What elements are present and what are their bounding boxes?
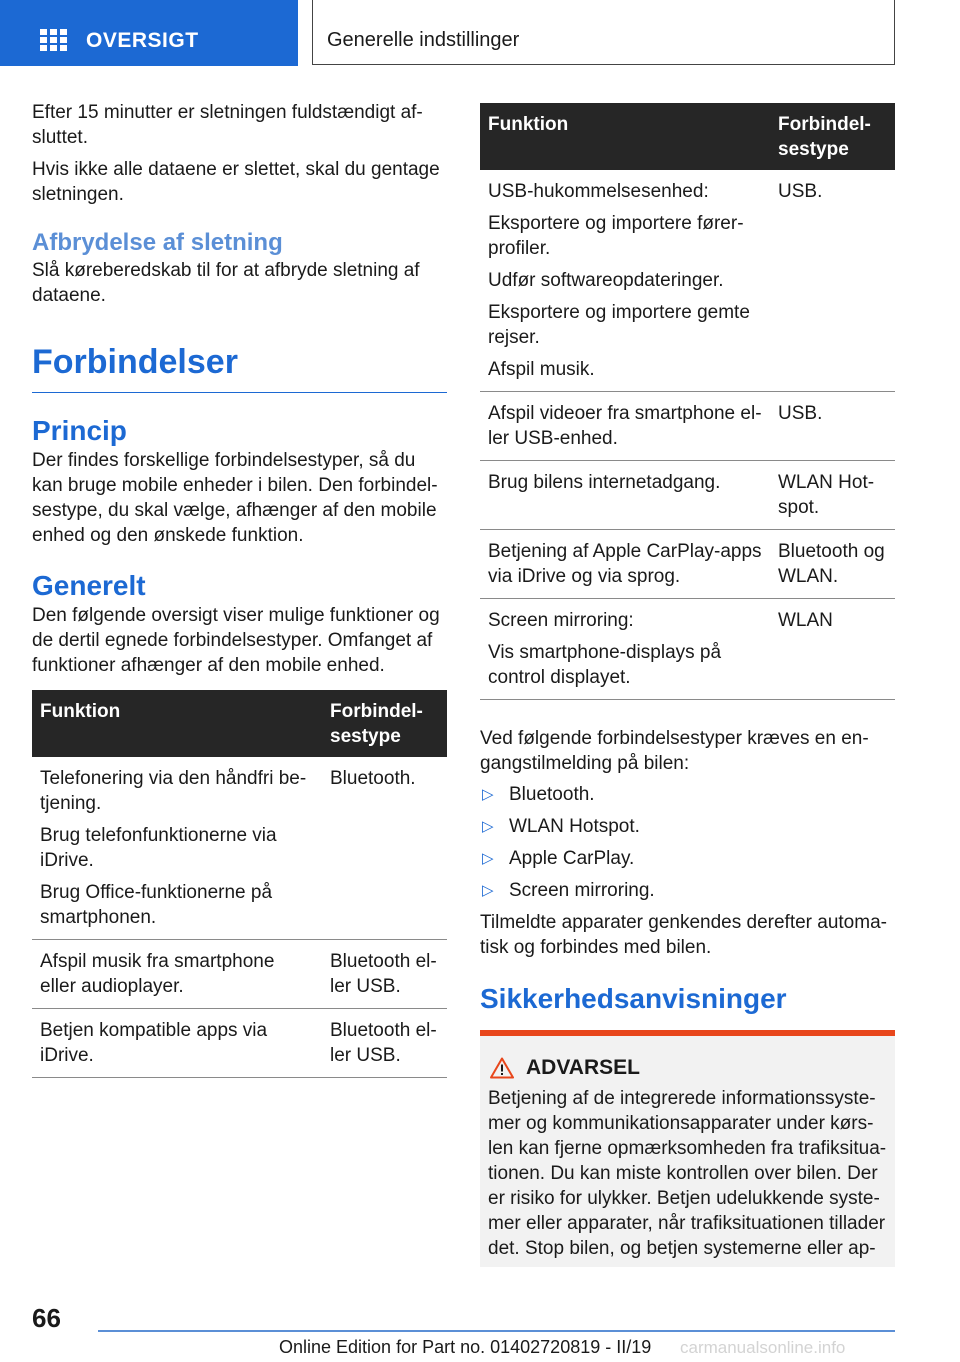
table-header-row bbox=[480, 103, 895, 170]
table-cell-function bbox=[480, 461, 770, 530]
table-cell-function bbox=[32, 1009, 322, 1078]
table-cell-connection-type: USB. bbox=[770, 170, 895, 392]
triangle-bullet-icon: ▷ bbox=[482, 818, 494, 835]
table-cell-connection-type: Bluetooth el-ler USB. bbox=[322, 940, 447, 1009]
function-line: Betjen kompatible apps via iDrive. bbox=[40, 1020, 268, 1066]
table-row bbox=[480, 392, 895, 461]
list-item bbox=[480, 814, 895, 839]
list-item-label: Screen mirroring. bbox=[509, 880, 655, 901]
connections-table-left bbox=[32, 690, 447, 1078]
paragraph-general: Den følgende oversigt viser mulige funktioner og de dertil egnede forbindelsestyper. Omfanget af funktioner afhænger af den mobile enhed. bbox=[32, 605, 440, 676]
table-row bbox=[480, 461, 895, 530]
function-line: Brug telefonfunktionerne via iDrive. bbox=[40, 825, 277, 871]
table-header-function: Funktion bbox=[480, 103, 770, 170]
connection-type-list bbox=[480, 782, 895, 903]
table-cell-function bbox=[32, 757, 322, 940]
list-item bbox=[480, 846, 895, 871]
function-line: Afspil musik fra smartphone eller audioplayer. bbox=[40, 951, 275, 997]
function-line: Afspil videoer fra smartphone el-ler USB-enhed. bbox=[488, 403, 762, 449]
table-row bbox=[32, 757, 447, 940]
right-column bbox=[480, 103, 895, 1267]
table-cell-connection-type: WLAN Hot-spot. bbox=[770, 461, 895, 530]
table-row bbox=[480, 599, 895, 700]
function-line: Brug Office-funktionerne på smartphonen. bbox=[40, 882, 273, 928]
table-cell-connection-type: USB. bbox=[770, 392, 895, 461]
overview-tab-label: OVERSIGT bbox=[86, 29, 199, 52]
list-item bbox=[480, 782, 895, 807]
heading-safety-notes: Sikkerhedsanvisninger bbox=[480, 983, 787, 1014]
footer-edition-text: Online Edition for Part no. 01402720819 - II/19 bbox=[279, 1337, 652, 1357]
table-header-function: Funktion bbox=[32, 690, 322, 757]
function-line: Afspil musik. bbox=[488, 359, 595, 380]
table-row bbox=[32, 1009, 447, 1078]
heading-principle: Princip bbox=[32, 415, 127, 446]
table-cell-function bbox=[480, 170, 770, 392]
table-row bbox=[480, 170, 895, 392]
connections-table-right bbox=[480, 103, 895, 700]
paragraph-principle: Der findes forskellige forbindelsestyper, så du kan bruge mobile enheder i bilen. Den forbindel-sestype, du skal vælge, afhænger af den mobile enhed og den ønskede funktion. bbox=[32, 450, 438, 546]
heading-general: Generelt bbox=[32, 570, 146, 601]
function-line: Eksportere og importere gemte rejser. bbox=[488, 302, 750, 348]
grid-menu-icon bbox=[40, 29, 68, 51]
function-line: Vis smartphone-displays på control displayet. bbox=[488, 642, 722, 688]
paragraph-devices-recognized: Tilmeldte apparater genkendes derefter automa-tisk og forbindes med bilen. bbox=[480, 912, 887, 958]
warning-header bbox=[488, 1056, 887, 1080]
overview-tab[interactable] bbox=[0, 0, 298, 66]
function-line: Screen mirroring: bbox=[488, 610, 634, 631]
table-cell-function bbox=[480, 599, 770, 700]
function-line: Brug bilens internetadgang. bbox=[488, 472, 721, 493]
heading-interrupt-deletion: Afbrydelse af sletning bbox=[32, 229, 283, 256]
warning-title: ADVARSEL bbox=[526, 1056, 640, 1079]
table-header-connection-type: Forbindel-sestype bbox=[770, 103, 895, 170]
table-row bbox=[32, 940, 447, 1009]
warning-text: Betjening af de integrerede informationssyste-mer og kommunikationsapparater under kørs-len kan fjerne opmærksomheden fra trafiksitua-tionen. Du kan miste kontrollen over bilen. Der er risiko for ulykker. Betjen udelukkende syste-mer eller apparater, når trafiksituationen tillader det. Stop bilen, og betjen systemerne eller ap- bbox=[488, 1088, 887, 1259]
warning-box bbox=[480, 1030, 895, 1267]
page-number: 66 bbox=[32, 1303, 61, 1333]
triangle-bullet-icon: ▷ bbox=[482, 786, 494, 803]
table-cell-connection-type: WLAN bbox=[770, 599, 895, 700]
paragraph-deletion-complete: Efter 15 minutter er sletningen fuldstændigt af-sluttet. bbox=[32, 102, 423, 148]
list-item bbox=[480, 878, 895, 903]
table-cell-connection-type: Bluetooth. bbox=[322, 757, 447, 940]
table-cell-function bbox=[480, 530, 770, 599]
paragraph-login-required: Ved følgende forbindelsestyper kræves en en-gangstilmelding på bilen: bbox=[480, 728, 869, 774]
function-line: USB-hukommelsesenhed: bbox=[488, 181, 709, 202]
table-cell-connection-type: Bluetooth el-ler USB. bbox=[322, 1009, 447, 1078]
function-line: Eksportere og importere fører-profiler. bbox=[488, 213, 744, 259]
list-item-label: Apple CarPlay. bbox=[509, 848, 635, 869]
watermark: carmanualsonline.info bbox=[680, 1338, 846, 1357]
paragraph-repeat-deletion: Hvis ikke alle dataene er slettet, skal du gentage sletningen. bbox=[32, 159, 440, 205]
list-item-label: Bluetooth. bbox=[509, 784, 595, 805]
list-item-label: WLAN Hotspot. bbox=[509, 816, 640, 837]
table-header-row bbox=[32, 690, 447, 757]
paragraph-interrupt-deletion: Slå køreberedskab til for at afbryde sletning af dataene. bbox=[32, 260, 420, 306]
table-row bbox=[480, 530, 895, 599]
table-cell-function bbox=[32, 940, 322, 1009]
chapter-title: Generelle indstillinger bbox=[327, 29, 520, 51]
heading-connections: Forbindelser bbox=[32, 340, 447, 393]
left-column bbox=[32, 100, 447, 1078]
function-line: Telefonering via den håndfri be-tjening. bbox=[40, 768, 307, 814]
function-line: Betjening af Apple CarPlay-apps via iDrive og via sprog. bbox=[488, 541, 762, 587]
triangle-bullet-icon: ▷ bbox=[482, 882, 494, 899]
table-cell-function bbox=[480, 392, 770, 461]
triangle-bullet-icon: ▷ bbox=[482, 850, 494, 867]
chapter-title-box bbox=[312, 0, 895, 65]
function-line: Udfør softwareopdateringer. bbox=[488, 270, 724, 291]
table-cell-connection-type: Bluetooth og WLAN. bbox=[770, 530, 895, 599]
table-header-connection-type: Forbindel-sestype bbox=[322, 690, 447, 757]
footer-divider bbox=[98, 1330, 895, 1332]
warning-triangle-icon bbox=[490, 1057, 514, 1079]
